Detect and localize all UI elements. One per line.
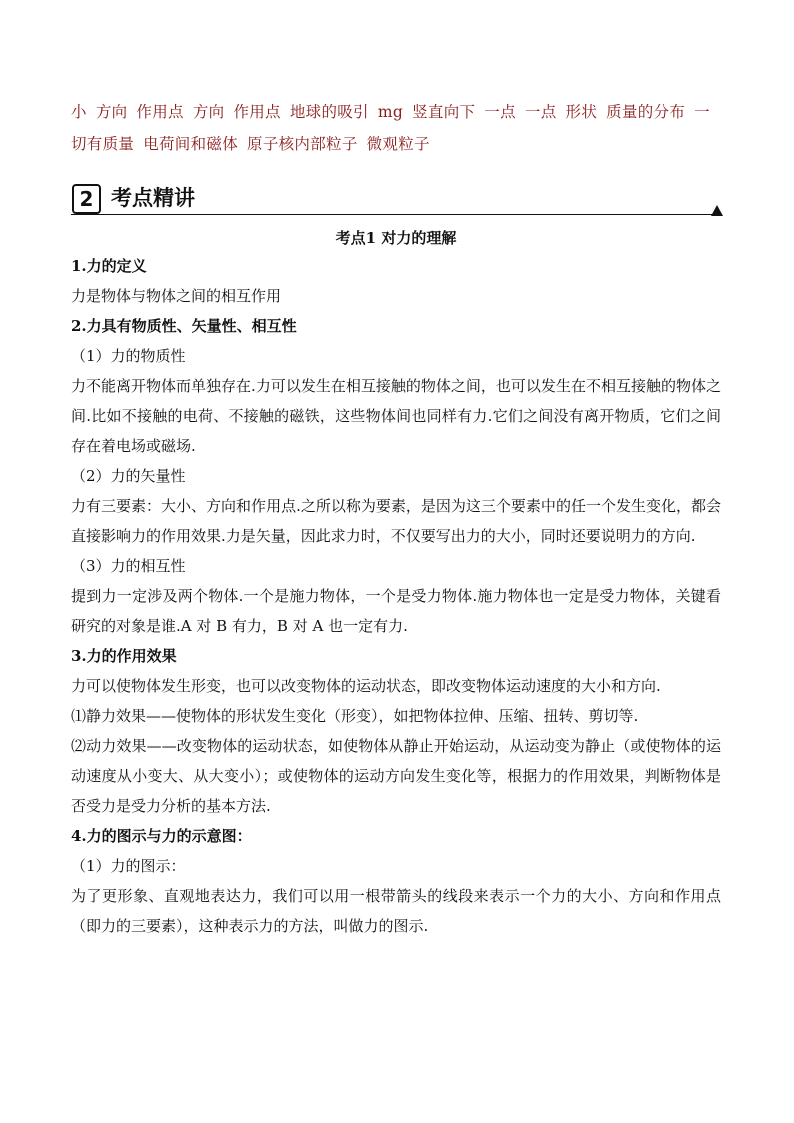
subheading: （1）力的图示： — [71, 857, 186, 875]
answer-item: 一点 — [524, 103, 557, 121]
paragraph: 为了更形象、直观地表达力，我们可以用一根带箭头的线段来表示一个力的大小、方向和作用点（即力的三要素），这种表示力的方法，叫做力的图示. — [71, 887, 721, 935]
answer-item: 一点 — [484, 103, 516, 121]
paragraph: ⑴静力效果——使物体的形状发生变化（形变），如把物体拉伸、压缩、扭转、剪切等. — [71, 707, 639, 725]
answer-item: 质量的分布 — [606, 103, 686, 121]
subheading: （3）力的相互性 — [71, 557, 186, 575]
paragraph: 提到力一定涉及两个物体.一个是施力物体，一个是受力物体.施力物体也一定是受力物体，关键看研究的对象是谁.A 对 B 有力，B 对 A 也一定有力. — [71, 587, 721, 635]
subheading: （1）力的物质性 — [71, 347, 186, 365]
answer-item: 方向 — [192, 103, 225, 121]
section-number-badge: 2 — [72, 184, 101, 214]
answer-item: 电荷间和磁体 — [143, 135, 239, 153]
heading-properties: 2.力具有物质性、矢量性、相互性 — [71, 317, 297, 335]
answer-item: 小 — [71, 103, 87, 121]
answer-key — [71, 96, 721, 160]
subheading: （2）力的矢量性 — [71, 467, 186, 485]
answer-item: 竖直向下 — [412, 103, 476, 121]
answer-item: 方向 — [95, 103, 128, 121]
triangle-marker-icon — [711, 205, 723, 216]
section-header — [71, 182, 721, 215]
heading-definition: 1.力的定义 — [71, 257, 147, 275]
paragraph: 力是物体与物体之间的相互作用 — [71, 287, 282, 305]
topic-title: 考点1 对力的理解 — [335, 229, 457, 247]
answer-item: 形状 — [565, 103, 598, 121]
answer-item: mg — [377, 103, 404, 121]
answer-item: 地球的吸引 — [289, 103, 369, 121]
paragraph: ⑵动力效果——改变物体的运动状态，如使物体从静止开始运动，从运动变为静止（或使物体的运动速度从小变大、从大变小）；或使物体的运动方向发生变化等，根据力的作用效果，判断物体是否受力是受力分析的基本方法. — [71, 737, 721, 815]
paragraph: 力不能离开物体而单独存在.力可以发生在相互接触的物体之间，也可以发生在不相互接触的物体之间.比如不接触的电荷、不接触的磁铁，这些物体间也同样有力.它们之间没有离开物质，它们之间存在着电场或磁场. — [71, 377, 721, 455]
heading-diagrams: 4.力的图示与力的示意图： — [71, 827, 252, 845]
answer-item: 原子核内部粒子 — [247, 135, 358, 153]
answer-item: 作用点 — [136, 103, 184, 121]
section-title: 考点精讲 — [111, 186, 195, 210]
heading-effects: 3.力的作用效果 — [71, 647, 177, 665]
document-page — [71, 96, 721, 941]
paragraph: 力可以使物体发生形变，也可以改变物体的运动状态，即改变物体运动速度的大小和方向. — [71, 677, 661, 695]
answer-item: 微观粒子 — [366, 135, 430, 153]
answer-item: 作用点 — [233, 103, 281, 121]
paragraph: 力有三要素：大小、方向和作用点.之所以称为要素，是因为这三个要素中的任一个发生变化，都会直接影响力的作用效果.力是矢量，因此求力时，不仅要写出力的大小，同时还要说明力的方向. — [71, 497, 721, 545]
answer-item: 一切有质量 — [71, 103, 710, 153]
